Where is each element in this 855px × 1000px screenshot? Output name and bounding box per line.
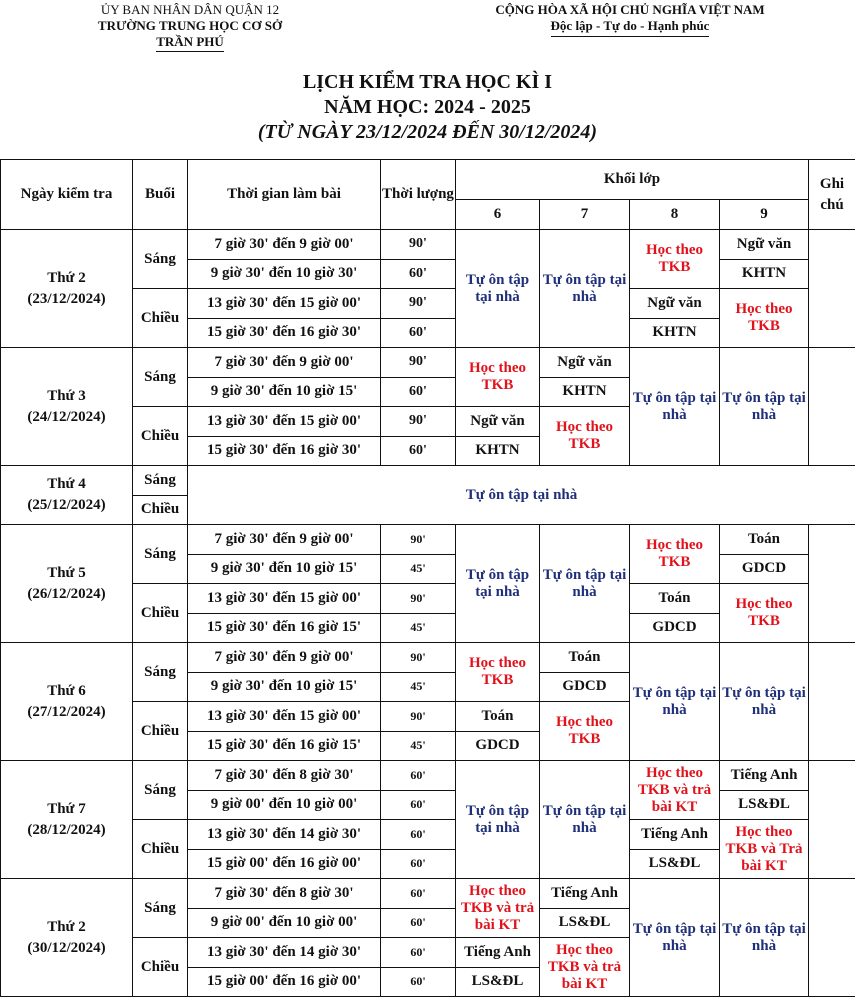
exam-time: 15 giờ 30' đến 16 giờ 30': [188, 318, 381, 348]
doc-title: LỊCH KIỂM TRA HỌC KÌ I: [302, 71, 553, 93]
exam-time: 9 giờ 30' đến 10 giờ 15': [188, 377, 381, 407]
session-morning: Sáng: [133, 466, 188, 496]
day-name: Thứ 4: [47, 476, 86, 492]
day-date: (25/12/2024): [27, 497, 106, 513]
grade8-cell: Tự ôn tập tại nhà: [630, 348, 720, 466]
grade9-cell: Học theo TKB: [720, 289, 809, 348]
day-cell: [1, 230, 133, 348]
grade7-cell: Tự ôn tập tại nhà: [540, 230, 630, 348]
grade9-cell: Tiếng Anh: [720, 761, 809, 791]
exam-time: 15 giờ 00' đến 16 giờ 00': [188, 967, 381, 997]
header-grade-8: 8: [630, 200, 720, 230]
exam-duration: 60': [381, 318, 456, 348]
exam-duration: 60': [381, 436, 456, 466]
day-cell: [1, 643, 133, 761]
district-name: ỦY BAN NHÂN DÂN QUẬN 12: [100, 2, 280, 17]
exam-duration: 90': [381, 230, 456, 260]
exam-time: 15 giờ 30' đến 16 giờ 15': [188, 613, 381, 643]
grade8-cell: Học theo TKB: [630, 230, 720, 289]
grade8-cell: Ngữ văn: [630, 289, 720, 319]
day-cell: [1, 348, 133, 466]
grade6-cell: Học theo TKB và trả bài KT: [456, 879, 540, 938]
exam-duration: 90': [381, 525, 456, 555]
session-afternoon: Chiều: [133, 584, 188, 643]
exam-time: 13 giờ 30' đến 15 giờ 00': [188, 289, 381, 319]
exam-time: 9 giờ 30' đến 10 giờ 15': [188, 554, 381, 584]
exam-time: 13 giờ 30' đến 15 giờ 00': [188, 407, 381, 437]
exam-duration: 90': [381, 584, 456, 614]
note-cell: [809, 525, 855, 643]
header-session: Buổi: [133, 160, 188, 230]
exam-duration: 45': [381, 554, 456, 584]
session-afternoon: Chiều: [133, 407, 188, 466]
exam-time: 15 giờ 00' đến 16 giờ 00': [188, 849, 381, 879]
date-range: (TỪ NGÀY 23/12/2024 ĐẾN 30/12/2024): [257, 121, 598, 143]
grade8-cell: Toán: [630, 584, 720, 614]
grade8-cell: Học theo TKB và trả bài KT: [630, 761, 720, 820]
grade8-cell: Tự ôn tập tại nhà: [630, 643, 720, 761]
grade9-cell: Ngữ văn: [720, 230, 809, 260]
exam-duration: 90': [381, 407, 456, 437]
grade9-cell: GDCD: [720, 554, 809, 584]
table-row: [1, 525, 855, 555]
grade9-cell: Toán: [720, 525, 809, 555]
exam-time: 13 giờ 30' đến 14 giờ 30': [188, 938, 381, 968]
exam-time: 7 giờ 30' đến 9 giờ 00': [188, 348, 381, 378]
grade6-cell: KHTN: [456, 436, 540, 466]
grade8-cell: Học theo TKB: [630, 525, 720, 584]
table-row: [1, 230, 855, 260]
exam-schedule-table: [0, 159, 855, 997]
grade6-cell: Tự ôn tập tại nhà: [456, 230, 540, 348]
exam-time: 13 giờ 30' đến 14 giờ 30': [188, 820, 381, 850]
exam-duration: 90': [381, 348, 456, 378]
grade7-cell: GDCD: [540, 672, 630, 702]
day-cell: [1, 466, 133, 525]
day-cell: [1, 525, 133, 643]
self-study-all: Tự ôn tập tại nhà: [188, 466, 855, 525]
grade8-cell: Tiếng Anh: [630, 820, 720, 850]
exam-duration: 90': [381, 643, 456, 673]
exam-time: 7 giờ 30' đến 9 giờ 00': [188, 525, 381, 555]
grade7-cell: Tự ôn tập tại nhà: [540, 525, 630, 643]
session-afternoon: Chiều: [133, 289, 188, 348]
grade6-cell: Toán: [456, 702, 540, 732]
header-grade-6: 6: [456, 200, 540, 230]
note-cell: [809, 761, 855, 879]
grade7-cell: Học theo TKB và trả bài KT: [540, 938, 630, 997]
grade9-cell: Học theo TKB: [720, 584, 809, 643]
grade8-cell: GDCD: [630, 613, 720, 643]
exam-duration: 60': [381, 790, 456, 820]
session-afternoon: Chiều: [133, 938, 188, 997]
exam-time: 9 giờ 00' đến 10 giờ 00': [188, 908, 381, 938]
exam-time: 7 giờ 30' đến 8 giờ 30': [188, 879, 381, 909]
grade9-cell: Tự ôn tập tại nhà: [720, 643, 809, 761]
grade6-cell: GDCD: [456, 731, 540, 761]
motto: Độc lập - Tự do - Hạnh phúc: [551, 18, 710, 37]
grade6-cell: LS&ĐL: [456, 967, 540, 997]
session-morning: Sáng: [133, 879, 188, 938]
exam-duration: 60': [381, 820, 456, 850]
session-afternoon: Chiều: [133, 820, 188, 879]
day-name: Thứ 2: [47, 269, 86, 286]
header-grade: Khối lớp: [456, 160, 809, 200]
header-duration: Thời lượng: [381, 160, 456, 230]
header-grade-7: 7: [540, 200, 630, 230]
note-cell: [809, 643, 855, 761]
exam-duration: 60': [381, 377, 456, 407]
exam-time: 15 giờ 30' đến 16 giờ 30': [188, 436, 381, 466]
note-cell: [809, 879, 855, 997]
exam-duration: 60': [381, 849, 456, 879]
day-date: (27/12/2024): [27, 703, 106, 720]
grade8-cell: LS&ĐL: [630, 849, 720, 879]
session-afternoon: Chiều: [133, 495, 188, 525]
exam-time: 7 giờ 30' đến 9 giờ 00': [188, 643, 381, 673]
session-morning: Sáng: [133, 761, 188, 820]
country-name: CỘNG HÒA XÃ HỘI CHỦ NGHĨA VIỆT NAM: [495, 2, 765, 17]
day-date: (28/12/2024): [27, 821, 106, 838]
header-time: Thời gian làm bài: [188, 160, 381, 230]
exam-duration: 60': [381, 259, 456, 289]
table-row: [1, 643, 855, 673]
table-row: [1, 761, 855, 791]
exam-time: 7 giờ 30' đến 8 giờ 30': [188, 761, 381, 791]
exam-duration: 90': [381, 702, 456, 732]
session-morning: Sáng: [133, 230, 188, 289]
grade7-cell: Học theo TKB: [540, 702, 630, 761]
header-date: Ngày kiểm tra: [1, 160, 133, 230]
exam-time: 9 giờ 30' đến 10 giờ 15': [188, 672, 381, 702]
exam-duration: 45': [381, 731, 456, 761]
exam-duration: 45': [381, 672, 456, 702]
session-morning: Sáng: [133, 643, 188, 702]
grade9-cell: LS&ĐL: [720, 790, 809, 820]
grade6-cell: Tự ôn tập tại nhà: [456, 525, 540, 643]
grade8-cell: KHTN: [630, 318, 720, 348]
grade7-cell: Tiếng Anh: [540, 879, 630, 909]
day-name: Thứ 7: [47, 800, 86, 817]
exam-time: 9 giờ 30' đến 10 giờ 30': [188, 259, 381, 289]
day-name: Thứ 3: [47, 387, 86, 404]
exam-time: 9 giờ 00' đến 10 giờ 00': [188, 790, 381, 820]
exam-duration: 60': [381, 967, 456, 997]
title-block: [0, 70, 855, 145]
session-morning: Sáng: [133, 525, 188, 584]
session-morning: Sáng: [133, 348, 188, 407]
grade7-cell: Ngữ văn: [540, 348, 630, 378]
grade6-cell: Ngữ văn: [456, 407, 540, 437]
grade6-cell: Học theo TKB: [456, 348, 540, 407]
grade7-cell: Tự ôn tập tại nhà: [540, 761, 630, 879]
exam-duration: 45': [381, 613, 456, 643]
exam-duration: 60': [381, 908, 456, 938]
grade7-cell: KHTN: [540, 377, 630, 407]
day-date: (24/12/2024): [27, 408, 106, 425]
day-name: Thứ 6: [47, 682, 86, 699]
grade7-cell: Học theo TKB: [540, 407, 630, 466]
school-name: TRẦN PHÚ: [156, 34, 224, 52]
note-cell: [809, 348, 855, 466]
day-cell: [1, 879, 133, 997]
day-date: (26/12/2024): [27, 585, 106, 602]
grade9-cell: Học theo TKB và Trả bài KT: [720, 820, 809, 879]
exam-duration: 60': [381, 879, 456, 909]
header-left: [0, 2, 380, 52]
header-grade-9: 9: [720, 200, 809, 230]
day-name: Thứ 5: [47, 564, 86, 581]
grade9-cell: Tự ôn tập tại nhà: [720, 348, 809, 466]
grade7-cell: LS&ĐL: [540, 908, 630, 938]
table-row: [1, 879, 855, 909]
grade6-cell: Tiếng Anh: [456, 938, 540, 968]
grade9-cell: KHTN: [720, 259, 809, 289]
day-date: (23/12/2024): [27, 290, 106, 307]
school-year: NĂM HỌC: 2024 - 2025: [324, 96, 531, 118]
exam-duration: 60': [381, 761, 456, 791]
exam-duration: 90': [381, 289, 456, 319]
grade7-cell: Toán: [540, 643, 630, 673]
header-right: [470, 2, 790, 37]
exam-time: 7 giờ 30' đến 9 giờ 00': [188, 230, 381, 260]
grade9-cell: Tự ôn tập tại nhà: [720, 879, 809, 997]
exam-time: 13 giờ 30' đến 15 giờ 00': [188, 702, 381, 732]
exam-time: 13 giờ 30' đến 15 giờ 00': [188, 584, 381, 614]
day-name: Thứ 2: [47, 918, 86, 935]
grade8-cell: Tự ôn tập tại nhà: [630, 879, 720, 997]
grade6-cell: Tự ôn tập tại nhà: [456, 761, 540, 879]
school-type: TRƯỜNG TRUNG HỌC CƠ SỞ: [97, 18, 283, 33]
exam-time: 15 giờ 30' đến 16 giờ 15': [188, 731, 381, 761]
header-note: Ghi chú: [809, 160, 855, 230]
grade6-cell: Học theo TKB: [456, 643, 540, 702]
day-cell: [1, 761, 133, 879]
exam-duration: 60': [381, 938, 456, 968]
day-date: (30/12/2024): [27, 939, 106, 956]
note-cell: [809, 230, 855, 348]
table-row: [1, 348, 855, 378]
session-afternoon: Chiều: [133, 702, 188, 761]
